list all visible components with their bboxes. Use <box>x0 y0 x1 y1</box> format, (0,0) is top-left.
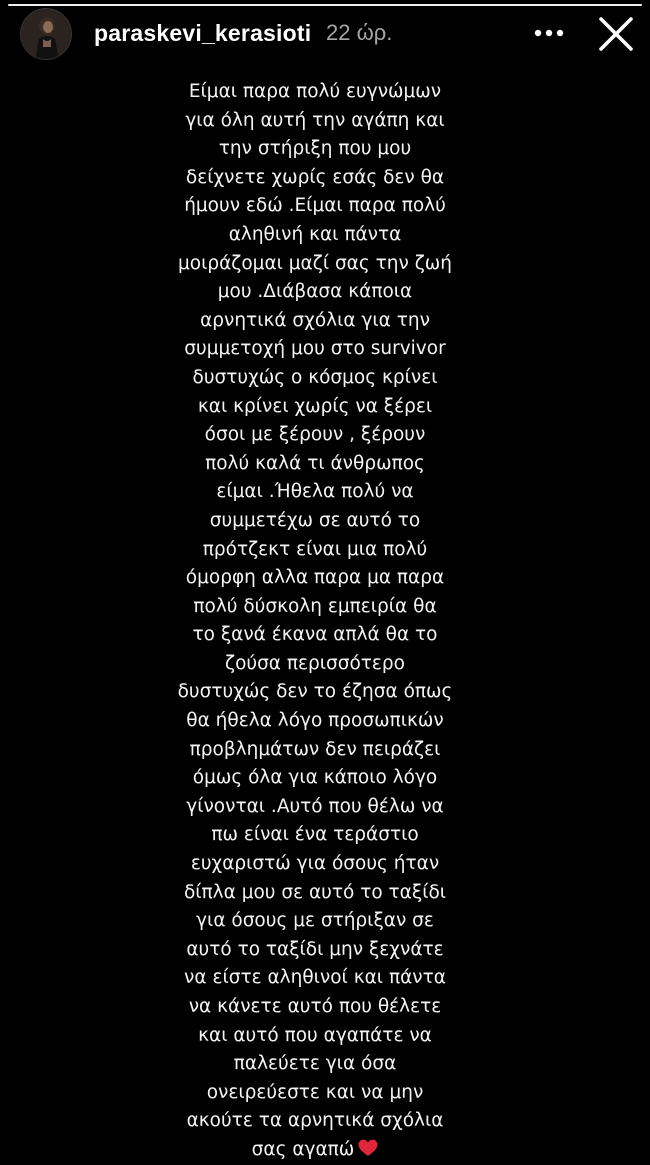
story-text-line-content: παλεύετε για όσα <box>233 1053 397 1075</box>
story-text-line <box>150 593 480 622</box>
story-text-line-content: την στήριξη που μου <box>218 138 412 160</box>
story-text-line-content: συμμετοχή μου στο survivor <box>184 338 446 360</box>
story-text-line <box>150 650 480 679</box>
story-timestamp: 22 ώρ. <box>326 20 393 45</box>
story-text-line-content: δυστυχώς ο κόσμος κρίνει <box>192 366 438 388</box>
story-text-line-content: αυτό το ταξίδι μην ξεχνάτε <box>186 938 444 960</box>
story-text-line <box>150 1050 480 1079</box>
story-text-line-content: ζούσα περισσότερο <box>225 652 405 674</box>
more-options-button[interactable] <box>526 18 572 48</box>
story-text-line <box>150 507 480 536</box>
story-text-line <box>150 278 480 307</box>
story-text-line <box>150 393 480 422</box>
story-text-line <box>150 850 480 879</box>
story-text-line-content: δείχνετε χωρίς εσάς δεν θα <box>185 166 445 188</box>
story-text-line <box>150 536 480 565</box>
story-text-line <box>150 564 480 593</box>
story-text-line <box>150 192 480 221</box>
story-text-line <box>150 450 480 479</box>
story-text-line-content: όμορφη αλλα παρα μα παρα <box>185 567 445 589</box>
story-text-line <box>150 993 480 1022</box>
story-text-line <box>150 307 480 336</box>
story-text-line-content: και αυτό που αγαπάτε να <box>198 1024 432 1046</box>
story-text-line-content: ακούτε τα αρνητικά σχόλια <box>186 1110 444 1132</box>
story-text-line-content: είμαι .Ήθελα πολύ να <box>216 481 414 503</box>
more-options-icon <box>534 29 564 37</box>
story-text-line-content: πω είναι ένα τεράστιο <box>211 824 419 846</box>
avatar-photo <box>21 9 72 60</box>
story-text-line-content: όσοι με ξέρουν , ξέρουν <box>204 424 426 446</box>
story-text-line-content: συμμετέχω σε αυτό το <box>209 509 421 531</box>
story-text-line <box>150 936 480 965</box>
story-text-line-content: αληθινή και πάντα <box>228 223 402 245</box>
story-text-line <box>150 164 480 193</box>
story-text-line <box>150 821 480 850</box>
story-text-line-content: πολύ καλά τι άνθρωπος <box>205 452 425 474</box>
story-text-line-content: να είστε αληθινοί και πάντα <box>184 967 446 989</box>
story-text-line-content: μου .Διάβασα κάποια <box>217 281 413 303</box>
story-text-line-content: το ξανά έκανα απλά θα το <box>192 624 438 646</box>
story-text-line <box>150 964 480 993</box>
story-text-line <box>150 221 480 250</box>
close-icon <box>592 10 640 58</box>
story-text-line-content: μοιράζομαι μαζί σας την ζωή <box>178 252 452 274</box>
story-text-line-content: πρότζεκτ είναι μια πολύ <box>202 538 428 560</box>
story-text-line <box>150 793 480 822</box>
story-text-line-content: πολύ δύσκολη εμπειρία θα <box>193 595 437 617</box>
story-text-line <box>150 678 480 707</box>
story-text-line-content: σας αγαπώ <box>251 1138 355 1160</box>
story-text-line-content: γίνονται .Αυτό που θέλω να <box>186 795 444 817</box>
red-heart-icon <box>358 1139 378 1157</box>
story-text-line-content: ονειρεύεστε και να μην <box>206 1081 424 1103</box>
story-text-line <box>150 421 480 450</box>
story-message <box>150 78 480 1165</box>
close-button[interactable] <box>592 10 640 58</box>
story-text-line-content: δυστυχώς δεν το έζησα όπως <box>177 681 453 703</box>
story-text-line-content: ήμουν εδώ .Είμαι παρα πολύ <box>184 195 446 217</box>
story-header <box>0 0 650 70</box>
story-text-line <box>150 478 480 507</box>
story-text-line <box>150 1079 480 1108</box>
story-text-line <box>150 1136 480 1165</box>
story-text-line <box>150 364 480 393</box>
story-text-line-content: αρνητικά σχόλια για την <box>200 309 430 331</box>
story-text-line-content: ευχαριστώ για όσους ήταν <box>190 853 440 875</box>
story-text-line <box>150 879 480 908</box>
story-text-line <box>150 621 480 650</box>
story-text-line <box>150 135 480 164</box>
story-text-line <box>150 107 480 136</box>
story-text-line-content: Είμαι παρα πολύ ευγνώμων <box>188 81 442 102</box>
story-text-line-content: για όσους με στήριξαν σε <box>196 910 434 932</box>
story-text-line-content: προβλημάτων δεν πειράζει <box>189 738 441 760</box>
story-text-line <box>150 736 480 765</box>
story-text-line <box>150 335 480 364</box>
story-text-line <box>150 707 480 736</box>
story-text-line-content: για όλη αυτή την αγάπη και <box>185 109 445 131</box>
story-text-line <box>150 907 480 936</box>
story-text-line-content: θα ήθελα λόγο προσωπικών <box>186 710 444 732</box>
story-text-line <box>150 1022 480 1051</box>
story-text-line-content: και κρίνει χωρίς να ξέρει <box>197 395 433 417</box>
story-text-line <box>150 78 480 107</box>
username[interactable]: paraskevi_kerasioti <box>94 20 312 46</box>
story-text-line <box>150 250 480 279</box>
story-text-line-content: δίπλα μου σε αυτό το ταξίδι <box>183 881 447 903</box>
story-text-line-content: όμως όλα για κάποιο λόγο <box>192 767 438 789</box>
avatar[interactable] <box>20 8 72 60</box>
story-text-line <box>150 1107 480 1136</box>
story-text-line-content: να κάνετε αυτό που θέλετε <box>188 996 442 1017</box>
story-text-line <box>150 764 480 793</box>
